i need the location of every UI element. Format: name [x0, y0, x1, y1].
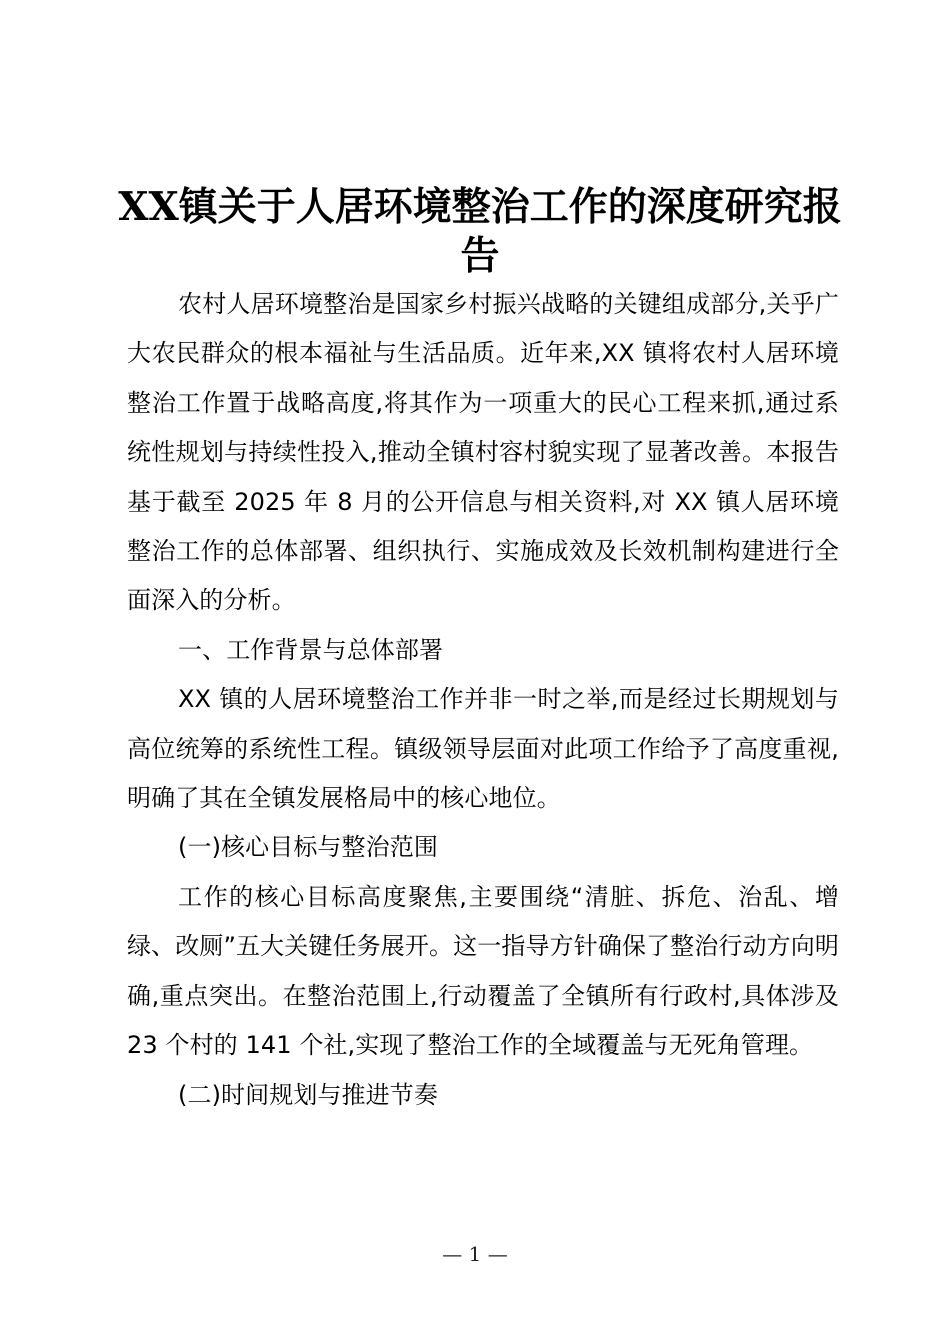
page-number: — 1 —	[442, 1242, 508, 1266]
subsection-heading-1: (一)核心目标与整治范围	[178, 833, 438, 862]
document-title: XX镇关于人居环境整治工作的深度研究报告	[118, 184, 842, 279]
subsection-1-paragraph: 工作的核心目标高度聚焦,主要围绕“清脏、拆危、治乱、增绿、改厕”五大关键任务展开。这一指导方针确保了整治行动方向明确,重点突出。在整治范围上,行动覆盖了全镇所有行政村,具体涉及 23 个村的 141 个社,实现了整治工作的全域覆盖与无死角管理。	[127, 882, 839, 1060]
section-heading-1: 一、工作背景与总体部署	[178, 635, 444, 664]
intro-paragraph: 农村人居环境整治是国家乡村振兴战略的关键组成部分,关乎广大农民群众的根本福祉与生活品质。近年来,XX 镇将农村人居环境整治工作置于战略高度,将其作为一项重大的民心工程来抓,通过系统性规划与持续性投入,推动全镇村容村貌实现了显著改善。本报告基于截至 2025 年 8 月的公开信息与相关资料,对 XX 镇人居环境整治工作的总体部署、组织执行、实施成效及长效机制构建进行全面深入的分析。	[127, 290, 839, 615]
document-body	[127, 280, 839, 1120]
section-1-paragraph: XX 镇的人居环境整治工作并非一时之举,而是经过长期规划与高位统筹的系统性工程。镇级领导层面对此项工作给予了高度重视,明确了其在全镇发展格局中的核心地位。	[127, 685, 839, 813]
subsection-heading-2: (二)时间规划与推进节奏	[178, 1080, 438, 1109]
